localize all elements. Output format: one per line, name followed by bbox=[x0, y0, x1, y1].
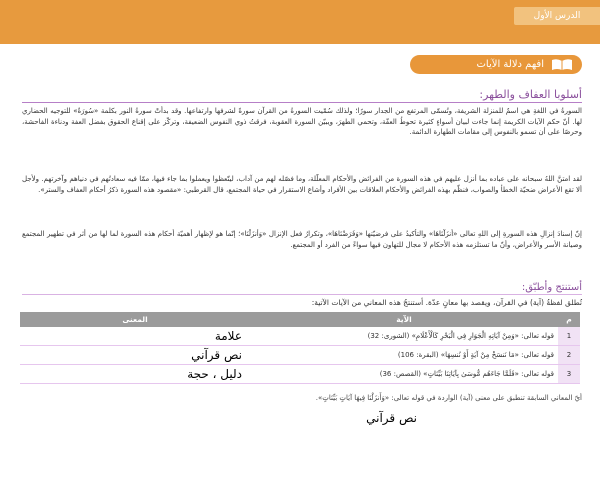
row-meaning[interactable]: علامة bbox=[20, 327, 250, 346]
paragraph-1: السورةُ في اللغةِ هي اسمٌ للمنزلة الشريفة، وتُسمّى المرتفع من الجدار سورًا؛ ولذلك سُمّيت السورةُ من القرآن سورةً لشرفها وارتفاعها. وقد بدأتْ سورةُ النور بكلمة «سُورَةٌ» للتوجيه الحضاري لها. أنّ حكم الآيات الكريمة إنما جاءت لبيان أسواءٍ كثيرة تحوطُ العفّة، وتحمي الطهرَ، ويبيّن السورة العقوبة، فرقتُ ذوي النفوس الضعيفة، وتركّز على إقناع الحقوق بفضل العفة ودناءة الفاحشة، وحرصًا على أن تسمو بالنفوس إلى مقامات الطهارة الدائمة. bbox=[22, 107, 582, 136]
header-num: م bbox=[558, 312, 580, 327]
meanings-table bbox=[20, 312, 580, 384]
table-row bbox=[20, 365, 580, 384]
row-num: 1 bbox=[558, 327, 580, 346]
instruction-text: تُطلق لفظةُ (آية) في القرآن، ويقصد بها معانٍ عدّة. أستنتجُ هذه المعاني من الآيات الآتية: bbox=[311, 298, 582, 307]
table-header-row bbox=[20, 312, 580, 327]
row-num: 2 bbox=[558, 346, 580, 365]
row-ayah: قوله تعالى: «فَلَمَّا جَاءَهُم مُّوسَىٰ بِآيَاتِنَا بَيِّنَاتٍ» (القصص: 36) bbox=[250, 365, 558, 384]
bottom-question: أيّ المعاني السابقة تنطبق على معنى (آية) الواردة في قوله تعالى: «وَأَنزَلْنَا فِيهَا آيَاتٍ بَيِّنَاتٍ». bbox=[315, 394, 582, 402]
bottom-bar bbox=[0, 452, 600, 493]
row-meaning[interactable]: نص قرآني bbox=[20, 346, 250, 365]
table-row bbox=[20, 327, 580, 346]
row-ayah: قوله تعالى: «مَا نَنسَخْ مِنْ آيَةٍ أَوْ نُنسِهَا» (البقرة: 106) bbox=[250, 346, 558, 365]
table-row bbox=[20, 346, 580, 365]
heading-2: أستنتج وأطبّق: bbox=[22, 282, 582, 295]
row-ayah: قوله تعالى: «وَمِنْ آيَاتِهِ الْجَوَارِ فِي الْبَحْرِ كَالْأَعْلَامِ» (الشورى: 32) bbox=[250, 327, 558, 346]
section-pill bbox=[410, 55, 582, 74]
page-sheet bbox=[18, 44, 592, 452]
paragraph-2: لقد امتنَّ اللهُ سبحانه على عباده بما أنزل عليهم في هذه السورة من الفرائض والأحكام المعلّلة، وما فصّله لهم من آداب، ليتّعظوا ويعملوا بما جاء فيها، ممّا فيه سعادتُهم في دنياهم وآخرتهم. ولأجل ألا تقع الأعراض ضحيّة الخطأ والصواب، فنظّم بهذه الفرائض والأحكام العلاقات بين الأفراد وأشاع الاستقرار في حياة المجتمع، قال القرطبي: «مقصود هذه السورة ذكرُ أحكام العفاف والستر». bbox=[22, 175, 582, 194]
paragraph-3: إنّ إسنادَ إنزالِ هذه السورةِ إلى اللهِ تعالى «أَنزَلْنَاهَا» والتأكيدُ على فرضيّتها «وَفَرَضْنَاهَا»، وتكرارُ فعل الإنزال «وَأَنزَلْنَا»؛ إنّما هو لإظهار أهميّة أحكام هذه السورة لما لها من أثر في تطهير المجتمع وصيانة الأسر والأعراض، وأنّ ما تستلزمه هذه الأحكام لا مجال للتهاون فيها سواءً من الفرد أو المجتمع. bbox=[22, 230, 582, 249]
lesson-label: الدرس الأول bbox=[514, 7, 600, 25]
row-num: 3 bbox=[558, 365, 580, 384]
row-meaning[interactable]: دليل ، حجة bbox=[20, 365, 250, 384]
book-icon bbox=[550, 58, 574, 71]
header-meaning: المعنى bbox=[20, 312, 250, 327]
section-pill-label: افهم دلالة الآيات bbox=[476, 59, 544, 70]
header-ayah: الآية bbox=[250, 312, 558, 327]
heading-1: أسلوبا العفاف والطهر: bbox=[22, 88, 582, 103]
top-bar bbox=[0, 0, 600, 44]
answer-text[interactable]: نص قرآني bbox=[366, 411, 417, 425]
